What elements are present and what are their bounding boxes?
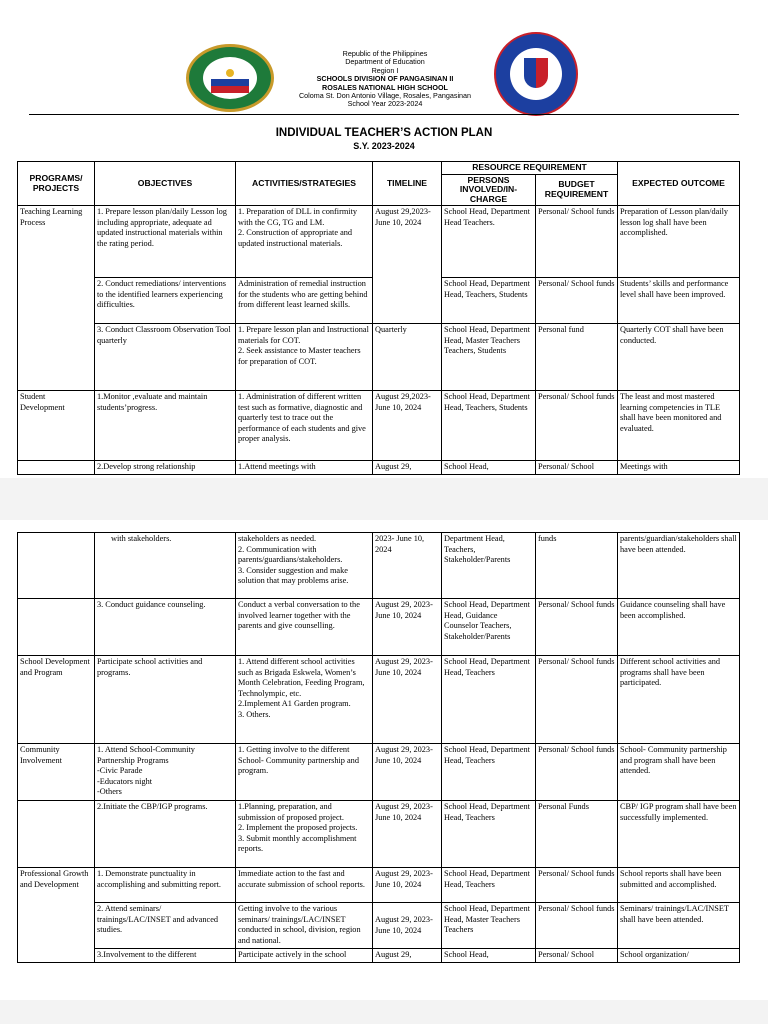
persons-cell: School Head, Department Head, Master Teachers Teachers <box>442 903 536 949</box>
budget-cell: Personal/ School funds <box>536 599 618 656</box>
objective-cell: 2.Develop strong relationship <box>95 461 236 475</box>
table-row <box>18 868 740 903</box>
program-cell: Community Involvement <box>18 744 95 801</box>
objective-cell: 1. Prepare lesson plan/daily Lesson log including appropriate, adequate ad updated instructional materials within the rating period. <box>95 206 236 278</box>
col-persons: PERSONS INVOLVED/IN-CHARGE <box>442 174 536 206</box>
letterhead-line: Department of Education <box>345 57 425 67</box>
activity-cell: 1. Preparation of DLL in confirmity with the CG, TG and LM. 2. Construction of appropriate and updated instructional materials. <box>236 206 373 278</box>
persons-cell: School Head, Department Head, Master Teachers Teachers, Students <box>442 324 536 391</box>
timeline-cell: August 29, 2023- June 10, 2024 <box>373 801 442 868</box>
outcome-cell: Seminars/ trainings/LAC/INSET shall have been attended. <box>618 903 740 949</box>
outcome-cell: School organization/ <box>618 949 740 963</box>
objective-cell: 3. Conduct guidance counseling. <box>95 599 236 656</box>
objective-cell: 1.Monitor ,evaluate and maintain students’progress. <box>95 391 236 461</box>
activity-cell: 1.Attend meetings with <box>236 461 373 475</box>
objective-cell: 2. Conduct remediations/ interventions to the identified learners experiencing difficulties. <box>95 278 236 324</box>
persons-cell: School Head, Department Head, Teachers <box>442 868 536 903</box>
activity-cell: 1. Prepare lesson plan and Instructional materials for COT. 2. Seek assistance to Master teachers for preparation of COT. <box>236 324 373 391</box>
outcome-cell: Different school activities and programs shall have been participated. <box>618 656 740 744</box>
outcome-cell: Preparation of Lesson plan/daily lesson log shall have been accomplished. <box>618 206 740 278</box>
table-row <box>18 391 740 461</box>
table-row <box>18 949 740 963</box>
col-outcome: EXPECTED OUTCOME <box>618 162 740 206</box>
budget-cell: Personal/ School funds <box>536 744 618 801</box>
timeline-cell: August 29,2023- June 10, 2024 <box>373 206 442 324</box>
document-school-year: S.Y. 2023-2024 <box>353 141 415 151</box>
school-name: ROSALES NATIONAL HIGH SCHOOL <box>322 82 448 92</box>
activity-cell: Immediate action to the fast and accurate submission of school reports. <box>236 868 373 903</box>
budget-cell: Personal/ School funds <box>536 656 618 744</box>
outcome-cell: CBP/ IGP program shall have been successfully implemented. <box>618 801 740 868</box>
col-programs: PROGRAMS/ PROJECTS <box>18 162 95 206</box>
document-title: INDIVIDUAL TEACHER’S ACTION PLAN <box>275 127 493 139</box>
persons-cell: School Head, <box>442 949 536 963</box>
objective-cell: 3. Conduct Classroom Observation Tool quarterly <box>95 324 236 391</box>
col-budget: BUDGET REQUIREMENT <box>536 174 618 206</box>
program-cell: School Development and Program <box>18 656 95 744</box>
objective-cell: 3.Involvement to the different <box>95 949 236 963</box>
budget-cell: Personal fund <box>536 324 618 391</box>
persons-cell: School Head, Department Head Teachers. <box>442 206 536 278</box>
persons-cell: School Head, Department Head, Teachers <box>442 801 536 868</box>
persons-cell: School Head, Department Head, Teachers, Students <box>442 278 536 324</box>
persons-cell: School Head, Department Head, Teachers <box>442 744 536 801</box>
letterhead-line: Region I <box>371 65 399 75</box>
program-cell <box>18 599 95 656</box>
budget-cell: Personal/ School <box>536 949 618 963</box>
activity-cell: Participate actively in the school <box>236 949 373 963</box>
objective-cell: 1. Demonstrate punctuality in accomplishing and submitting report. <box>95 868 236 903</box>
persons-cell: School Head, Department Head, Guidance Counselor Teachers, Stakeholder/Parents <box>442 599 536 656</box>
activity-cell: 1. Administration of different written test such as formative, diagnostic and quarterly test to trace out the performance of each students and give proper analysis. <box>236 391 373 461</box>
timeline-cell: August 29, 2023- June 10, 2024 <box>373 744 442 801</box>
timeline-cell: 2023- June 10, 2024 <box>373 533 442 599</box>
program-cell <box>18 801 95 868</box>
activity-cell: Getting involve to the various seminars/ trainings/LAC/INSET conducted in school, division, region and national. <box>236 903 373 949</box>
col-activities: ACTIVITIES/STRATEGIES <box>236 162 373 206</box>
timeline-cell: Quarterly <box>373 324 442 391</box>
program-cell <box>18 461 95 475</box>
page-gap <box>0 478 768 520</box>
program-cell: Teaching Learning Process <box>18 206 95 391</box>
table-row <box>18 206 740 278</box>
document-page-1 <box>0 0 768 478</box>
outcome-cell: parents/guardian/stakeholders shall have been attended. <box>618 533 740 599</box>
program-cell: Professional Growth and Development <box>18 868 95 963</box>
budget-cell: Personal/ School funds <box>536 278 618 324</box>
budget-cell: Personal/ School <box>536 461 618 475</box>
col-timeline: TIMELINE <box>373 162 442 206</box>
header-divider <box>29 114 739 115</box>
outcome-cell: Quarterly COT shall have been conducted. <box>618 324 740 391</box>
table-row <box>18 744 740 801</box>
objective-cell: with stakeholders. <box>95 533 236 599</box>
division-name: SCHOOLS DIVISION OF PANGASINAN II <box>316 74 454 84</box>
table-row <box>18 599 740 656</box>
document-page-2 <box>0 520 768 1000</box>
budget-cell: funds <box>536 533 618 599</box>
budget-cell: Personal/ School funds <box>536 391 618 461</box>
action-plan-table <box>17 161 740 475</box>
outcome-cell: Meetings with <box>618 461 740 475</box>
col-resource: RESOURCE REQUIREMENT <box>442 162 618 175</box>
table-row <box>18 324 740 391</box>
budget-cell: Personal/ School funds <box>536 868 618 903</box>
outcome-cell: School- Community partnership and program shall have been attended. <box>618 744 740 801</box>
timeline-cell: August 29, 2023- June 10, 2024 <box>373 599 442 656</box>
outcome-cell: School reports shall have been submitted and accomplished. <box>618 868 740 903</box>
objective-cell: Participate school activities and programs. <box>95 656 236 744</box>
outcome-cell: The least and most mastered learning competencies in TLE shall have been monitored and evaluated. <box>618 391 740 461</box>
activity-cell: 1.Planning, preparation, and submission of proposed project. 2. Implement the proposed projects. 3. Submit monthly accomplishment reports. <box>236 801 373 868</box>
objective-cell: 2.Initiate the CBP/IGP programs. <box>95 801 236 868</box>
col-objectives: OBJECTIVES <box>95 162 236 206</box>
table-row <box>18 903 740 949</box>
program-cell <box>18 533 95 599</box>
activity-cell: 1. Attend different school activities such as Brigada Eskwela, Women’s Month Celebration, Feeding Program, Technolympic, etc. 2.Implement A1 Garden program. 3. Others. <box>236 656 373 744</box>
budget-cell: Personal/ School funds <box>536 903 618 949</box>
table-row <box>18 801 740 868</box>
persons-cell: School Head, <box>442 461 536 475</box>
table-row <box>18 461 740 475</box>
school-seal-logo <box>186 44 274 112</box>
activity-cell: stakeholders as needed. 2. Communication with parents/guardians/stakeholders. 3. Consider suggestion and make solution that may problems arise. <box>236 533 373 599</box>
objective-cell: 1. Attend School-Community Partnership Programs -Civic Parade -Educators night -Others <box>95 744 236 801</box>
action-plan-table-continued <box>17 532 740 963</box>
program-cell: Student Development <box>18 391 95 461</box>
budget-cell: Personal Funds <box>536 801 618 868</box>
timeline-cell: August 29, <box>373 949 442 963</box>
timeline-cell: August 29, 2023- June 10, 2024 <box>373 868 442 903</box>
table-row <box>18 656 740 744</box>
outcome-cell: Students’ skills and performance level shall have been improved. <box>618 278 740 324</box>
objective-cell: 2. Attend seminars/ trainings/LAC/INSET and advanced studies. <box>95 903 236 949</box>
outcome-cell: Guidance counseling shall have been accomplished. <box>618 599 740 656</box>
letterhead <box>270 50 500 109</box>
table-row <box>18 533 740 599</box>
timeline-cell: August 29, 2023- June 10, 2024 <box>373 656 442 744</box>
timeline-cell: August 29,2023- June 10, 2024 <box>373 391 442 461</box>
persons-cell: School Head, Department Head, Teachers, Students <box>442 391 536 461</box>
activity-cell: 1. Getting involve to the different School- Community partnership and program. <box>236 744 373 801</box>
persons-cell: School Head, Department Head, Teachers <box>442 656 536 744</box>
activity-cell: Administration of remedial instruction for the students who are getting behind from different least learned skills. <box>236 278 373 324</box>
persons-cell: Department Head, Teachers, Stakeholder/Parents <box>442 533 536 599</box>
timeline-cell: August 29, <box>373 461 442 475</box>
timeline-cell: August 29, 2023- June 10, 2024 <box>373 903 442 949</box>
school-year: School Year 2023-2024 <box>347 99 423 109</box>
school-address: Coloma St. Don Antonio Village, Rosales, Pangasinan <box>298 91 472 101</box>
letterhead-line: Republic of the Philippines <box>342 49 428 58</box>
budget-cell: Personal/ School funds <box>536 206 618 278</box>
deped-seal-logo <box>494 32 578 116</box>
activity-cell: Conduct a verbal conversation to the involved learner together with the parents and give counselling. <box>236 599 373 656</box>
